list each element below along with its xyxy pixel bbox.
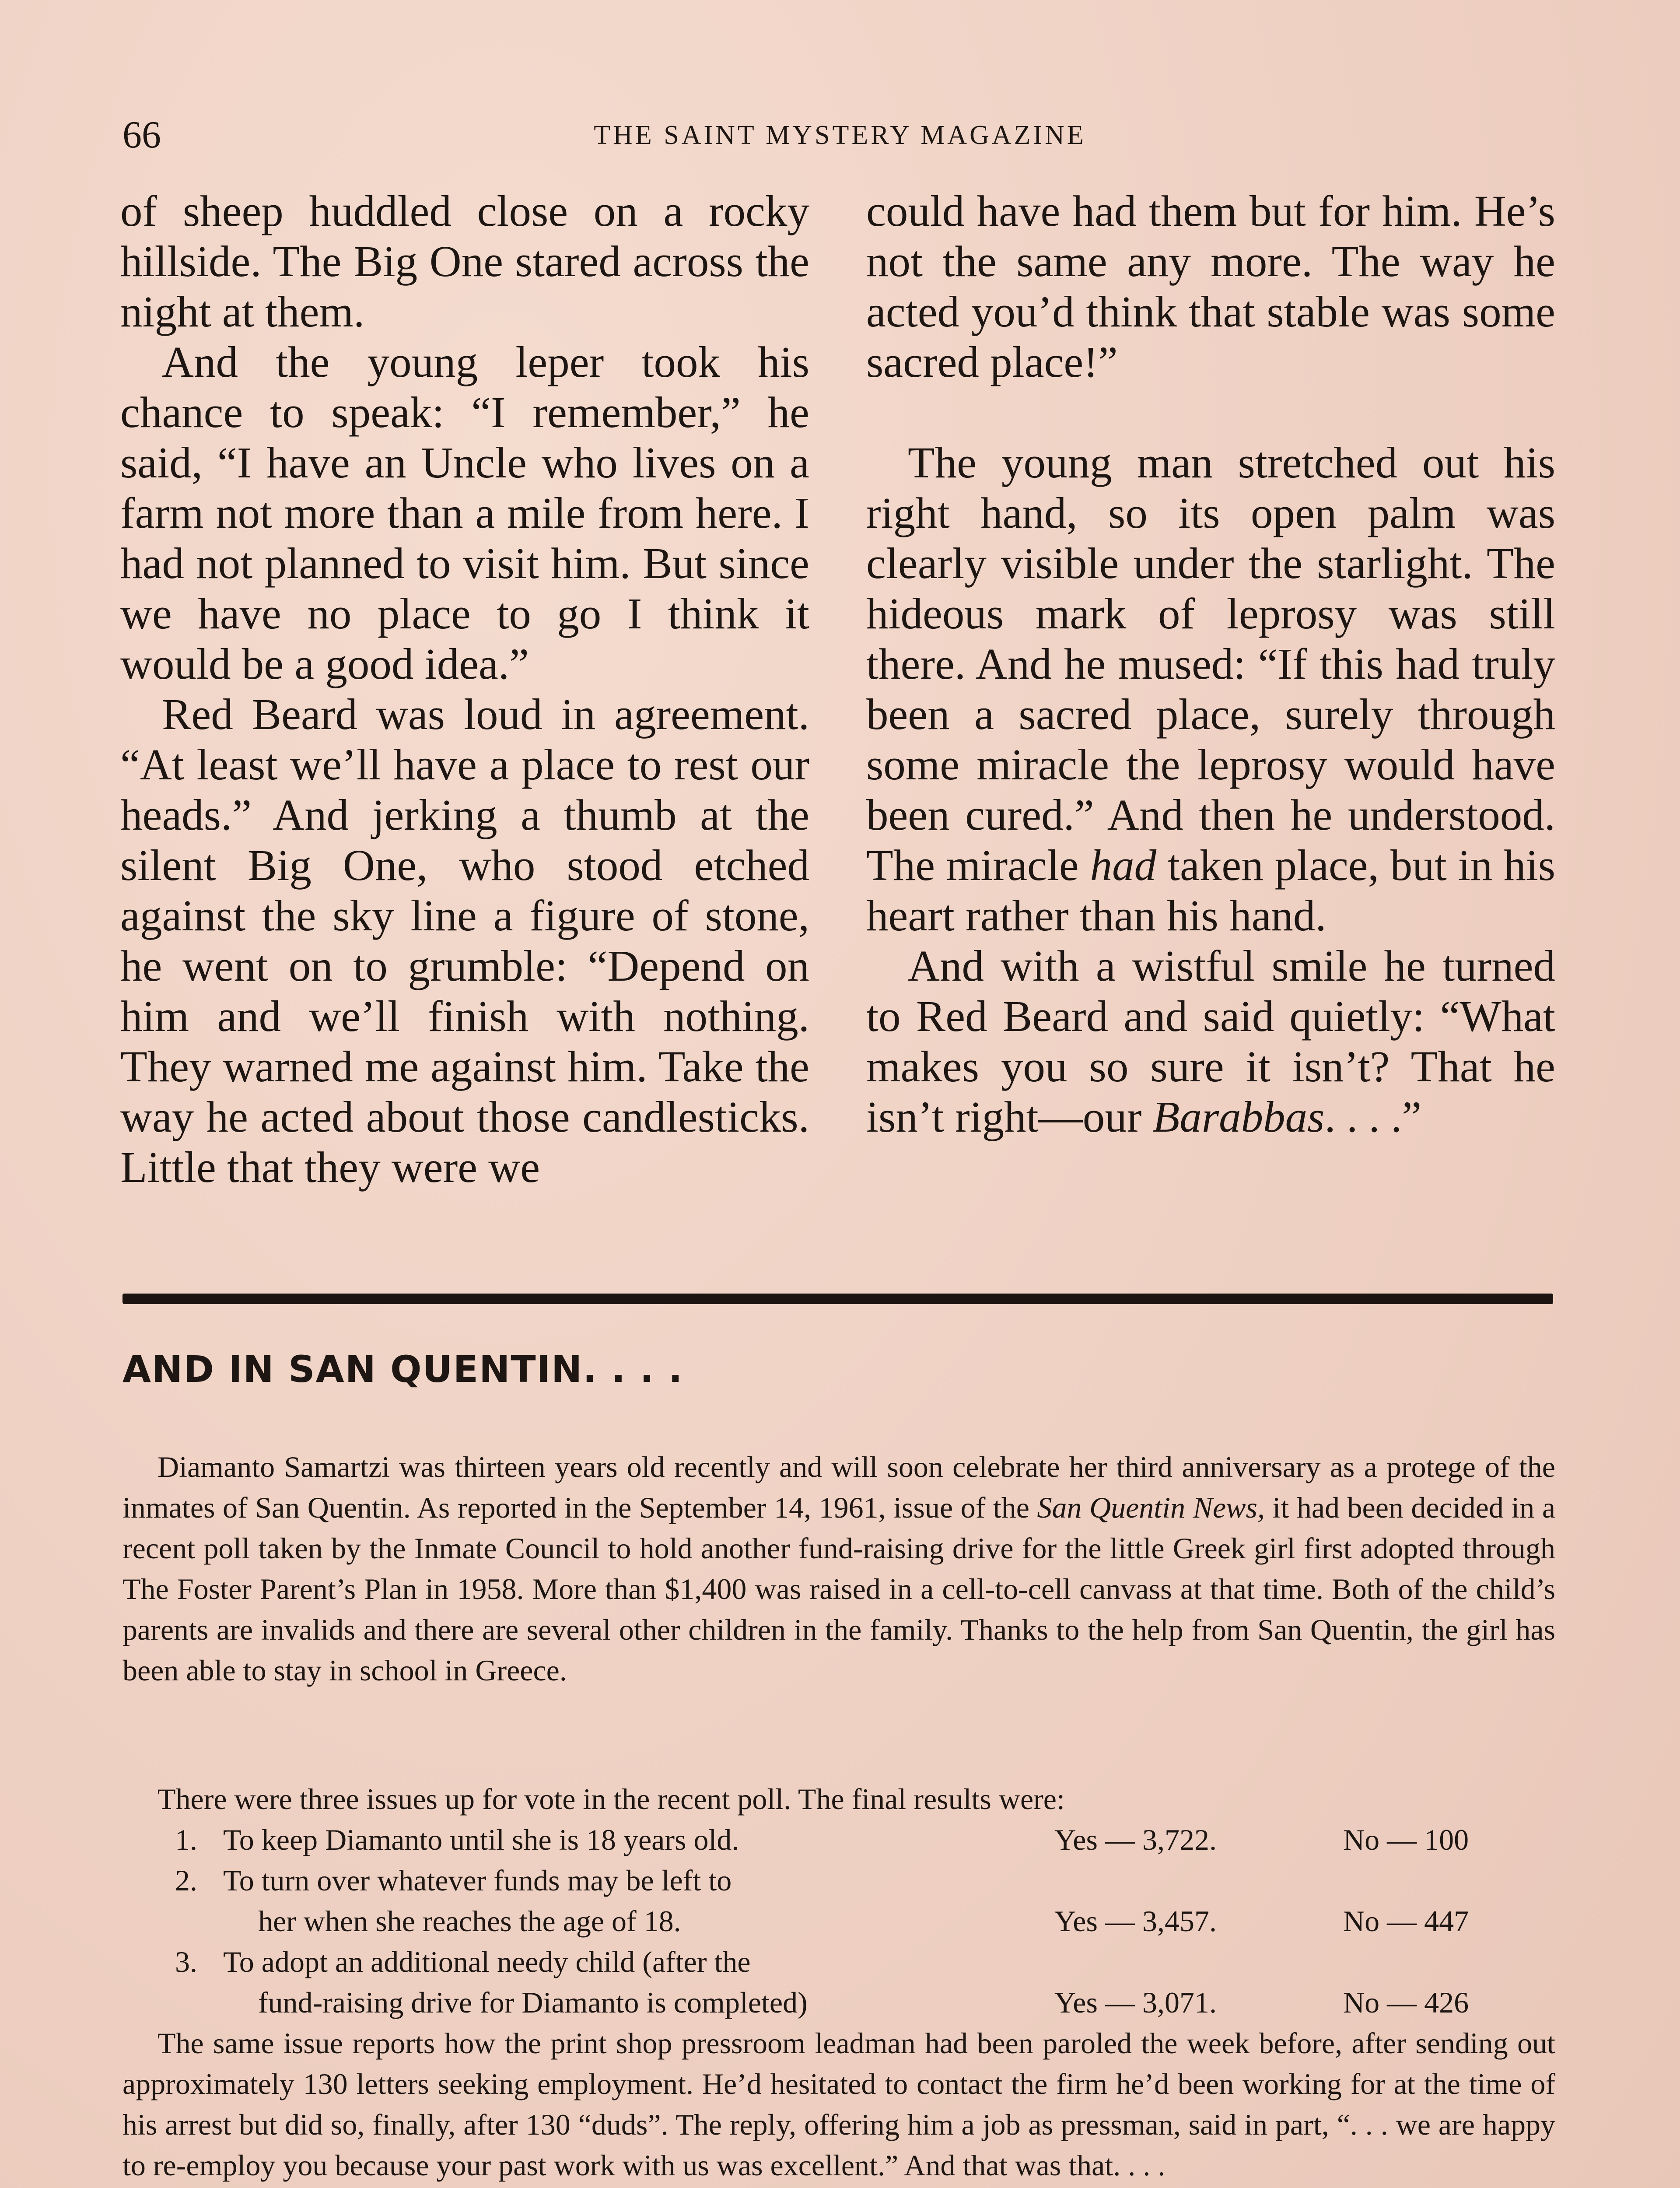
story-paragraph: of sheep huddled close on a rocky hillside. The Big One stared across the night at them. xyxy=(120,186,809,336)
text-run: And with a wistful smile he turned to Red Beard and said quietly: “What makes you so sure it isn’t? That he isn’t right—our xyxy=(866,941,1555,1141)
story-column-left xyxy=(120,186,809,1192)
poll-line: To adopt an additional needy child (after the xyxy=(223,1945,751,1978)
text-run: it had been decided in a recent poll taken by the Inmate Council to hold another fund-raising drive for the little Greek girl first adopted through The Foster Parent’s Plan in 1958. More than $1,400 was raised in a cell-to-cell canvass at that time. Both of the child’s parents are invalids and there are several other children in the family. Thanks to the help from San Quentin, the girl has been able to stay in school in Greece. xyxy=(122,1491,1556,1687)
section-divider xyxy=(122,1294,1553,1304)
italic-word: Barabbas xyxy=(1152,1092,1325,1141)
poll-number: 2. xyxy=(175,1864,197,1897)
text-run: The young man stretched out his right hand, so its open palm was clearly visible under the starlight. The hideous mark of leprosy was still there. And he mused: “If this had truly been a sacred place, surely through some miracle the leprosy would have been cured.” And then he understood. The miracle xyxy=(866,438,1555,890)
story-paragraph: And the young leper took his chance to speak: “I remember,” he said, “I have an Uncle who lives on a farm not more than a mile from here. I had not planned to visit him. But since we have no place to go I think it would be a good idea.” xyxy=(120,337,809,688)
poll-yes: Yes — 3,722. xyxy=(1054,1823,1217,1856)
poll-line: To keep Diamanto until she is 18 years old. xyxy=(223,1823,739,1856)
story-paragraph: Red Beard was loud in agreement. “At least we’ll have a place to rest our heads.” And jerking a thumb at the silent Big One, who stood etched against the sky line a figure of stone, he went on to grumble: “Depend on him and we’ll finish with nothing. They warned me against him. Take the way he acted about those candlesticks. Little that they were we xyxy=(120,690,809,1192)
page-number: 66 xyxy=(122,114,161,156)
publication-title: San Quentin News, xyxy=(1037,1491,1265,1524)
story-paragraph: could have had them but for him. He’s not the same any more. The way he acted you’d think that stable was some sacred place!” xyxy=(866,186,1555,386)
poll-number: 3. xyxy=(175,1945,197,1978)
poll-text xyxy=(223,1820,1054,1860)
poll-line: To turn over whatever funds may be left to xyxy=(223,1864,732,1897)
poll-line: her when she reaches the age of 18. xyxy=(258,1904,681,1938)
sidebar-paragraph: There were three issues up for vote in the recent poll. The final results were: xyxy=(158,1782,1065,1816)
poll-item xyxy=(122,1820,1555,1860)
story-paragraph xyxy=(866,941,1555,1142)
sidebar-heading: AND IN SAN QUENTIN. . . . xyxy=(122,1348,683,1391)
text-run: taken place, but in his heart rather than his hand. xyxy=(866,841,1555,940)
poll-no: No — 426 xyxy=(1343,1986,1469,2019)
text-run: Diamanto Samartzi was thirteen years old recently and will soon celebrate her third anniversary as a protege of the inmates of San Quentin. As reported in the September 14, 1961, issue of the xyxy=(122,1450,1555,1524)
italic-word: had xyxy=(1090,841,1157,890)
poll-text xyxy=(223,1942,1054,2023)
poll-yes: Yes — 3,071. xyxy=(1054,1986,1217,2019)
story-paragraph xyxy=(866,438,1555,941)
poll-no: No — 100 xyxy=(1343,1823,1469,1856)
story-column-right xyxy=(866,186,1555,1142)
poll-item xyxy=(122,1860,1555,1942)
running-head: THE SAINT MYSTERY MAGAZINE xyxy=(594,120,1086,150)
poll-item xyxy=(122,1942,1555,2023)
poll-no: No — 447 xyxy=(1343,1904,1469,1938)
poll-number: 1. xyxy=(175,1823,197,1856)
sidebar-paragraph xyxy=(122,1447,1555,1691)
text-run: . . . .” xyxy=(1324,1092,1422,1141)
poll-line: fund-raising drive for Diamanto is completed) xyxy=(258,1986,808,2019)
poll-yes: Yes — 3,457. xyxy=(1054,1904,1217,1938)
sidebar-paragraph: The same issue reports how the print shop pressroom leadman had been paroled the week before, after sending out approximately 130 letters seeking employment. He’d hesitated to contact the firm he’d been working for at the time of his arrest but did so, finally, after 130 “duds”. The reply, offering him a job as pressman, said in part, “. . . we are happy to re-employ you because your past work with us was excellent.” And that was that. . . . xyxy=(122,2027,1555,2182)
poll-results xyxy=(122,1820,1555,2023)
poll-text xyxy=(223,1860,1054,1942)
